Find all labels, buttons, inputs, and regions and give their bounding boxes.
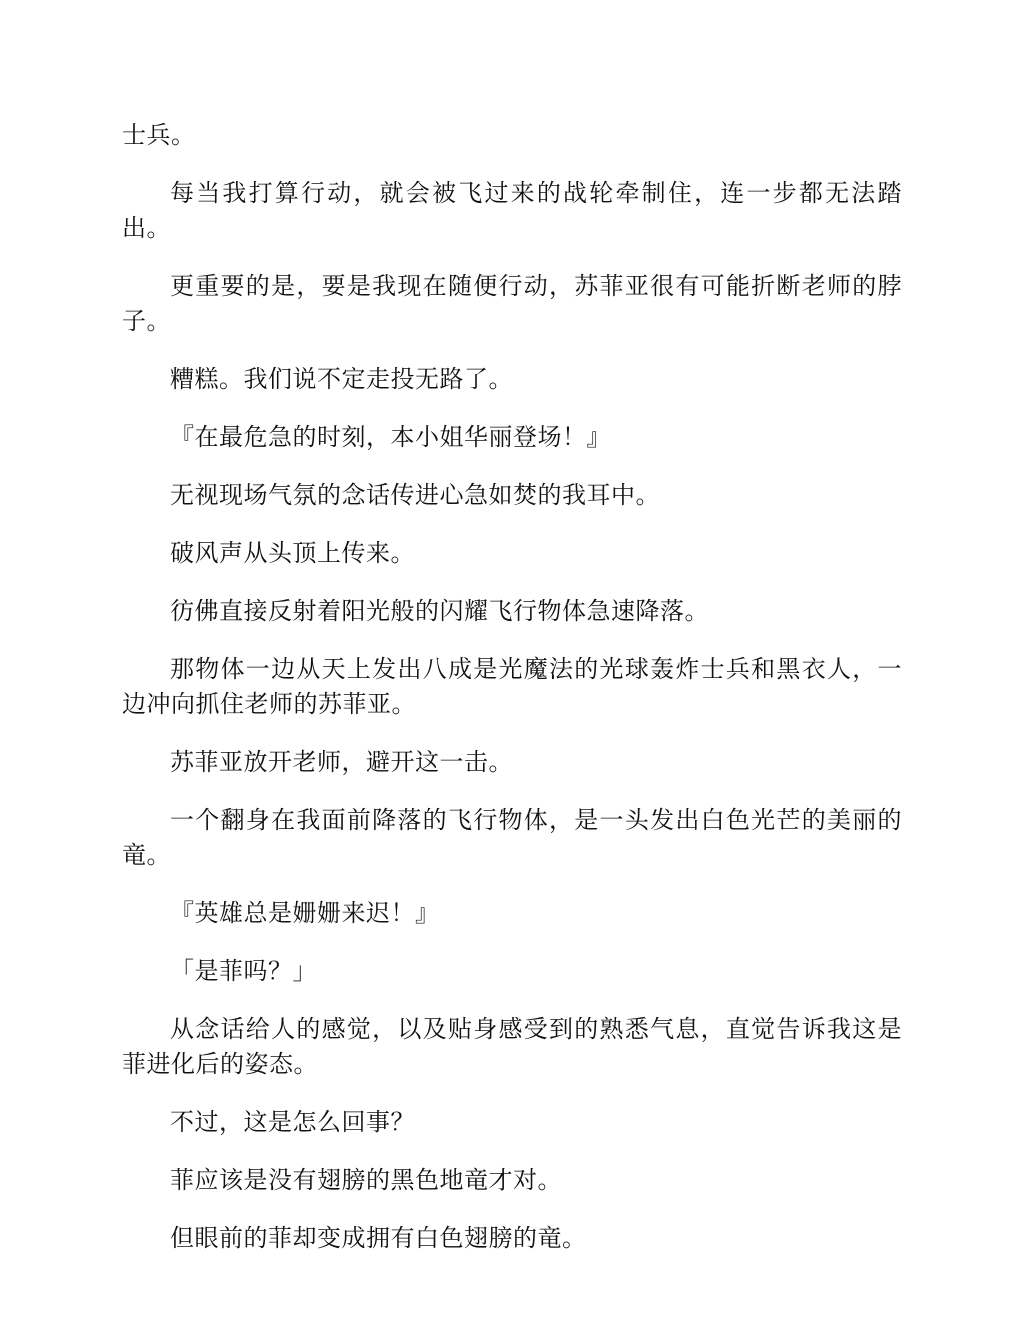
paragraph: 「是菲吗？」 bbox=[170, 957, 317, 985]
paragraph: 不过，这是怎么回事？ bbox=[170, 1108, 415, 1136]
paragraph: 彷佛直接反射着阳光般的闪耀飞行物体急速降落。 bbox=[170, 597, 709, 625]
body-text bbox=[122, 118, 902, 1279]
paragraph: 更重要的是，要是我现在随便行动，苏菲亚很有可能折断老师的脖子。 bbox=[122, 272, 902, 335]
paragraph: 从念话给人的感觉，以及贴身感受到的熟悉气息，直觉告诉我这是菲进化后的姿态。 bbox=[122, 1015, 902, 1078]
paragraph: 无视现场气氛的念话传进心急如焚的我耳中。 bbox=[170, 481, 660, 509]
paragraph: 那物体一边从天上发出八成是光魔法的光球轰炸士兵和黑衣人，一边冲向抓住老师的苏菲亚。 bbox=[122, 655, 902, 718]
paragraph: 菲应该是没有翅膀的黑色地竜才对。 bbox=[170, 1166, 562, 1194]
paragraph: 糟糕。我们说不定走投无路了。 bbox=[170, 365, 513, 393]
paragraph: 破风声从头顶上传来。 bbox=[170, 539, 415, 567]
paragraph: 每当我打算行动，就会被飞过来的战轮牵制住，连一步都无法踏出。 bbox=[122, 179, 902, 242]
paragraph: 『在最危急的时刻，本小姐华丽登场！』 bbox=[170, 423, 611, 451]
paragraph: 『英雄总是姗姗来迟！』 bbox=[170, 899, 440, 927]
paragraph: 一个翻身在我面前降落的飞行物体，是一头发出白色光芒的美丽的竜。 bbox=[122, 806, 902, 869]
paragraph: 但眼前的菲却变成拥有白色翅膀的竜。 bbox=[170, 1224, 587, 1252]
paragraph: 士兵。 bbox=[122, 121, 196, 149]
paragraph: 苏菲亚放开老师，避开这一击。 bbox=[170, 748, 513, 776]
